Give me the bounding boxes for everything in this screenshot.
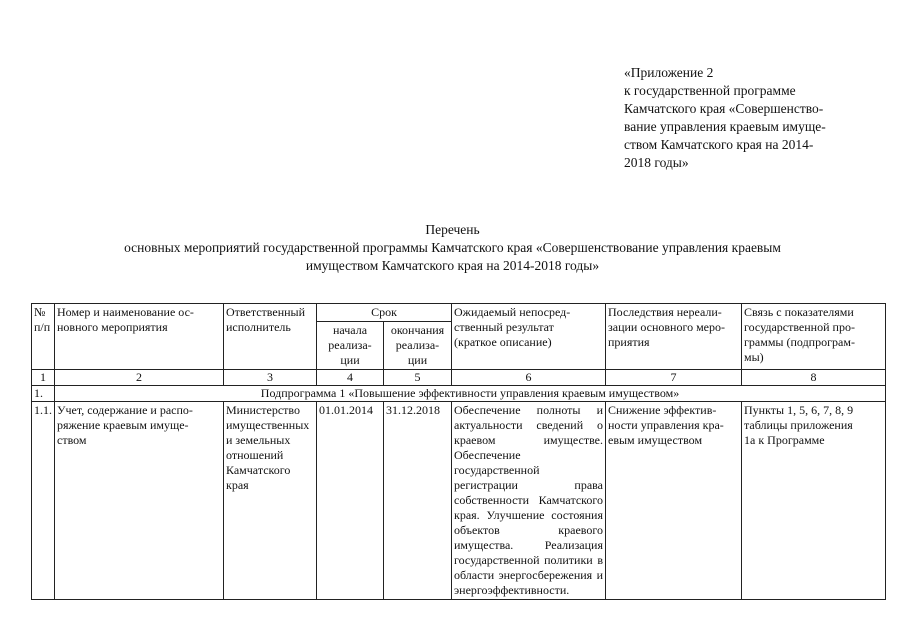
document-subtitle-line: основных мероприятий государственной программы Камчатского края «Совершенствование управления краевым	[124, 240, 781, 255]
row-consequences: Снижение эффектив- ности управления кра- евым имуществом	[606, 402, 742, 600]
column-number: 5	[384, 370, 452, 386]
header-term: Срок	[317, 304, 452, 322]
header-consequences: Последствия нереали- зации основного меро- приятия	[606, 304, 742, 370]
header-number: № п/п	[32, 304, 55, 370]
row-start-date: 01.01.2014	[317, 402, 384, 600]
column-numbers-row	[32, 370, 886, 386]
header-executor: Ответственный исполнитель	[224, 304, 317, 370]
appendix-line: 2018 годы»	[624, 155, 689, 170]
subprogram-number: 1.	[32, 386, 55, 402]
row-indicator-link: Пункты 1, 5, 6, 7, 8, 9 таблицы приложения 1а к Программе	[742, 402, 886, 600]
row-expected-result: Обеспечение полноты и актуальности сведений о краевом имуществе. Обеспечение государственной регистрации права собственности Камчатского края. Улучшение состояния объектов краевого имущества. Реализация государственной политики в области энергосбережения и энергоэффективности.	[452, 402, 606, 600]
header-expected-result: Ожидаемый непосред- ственный результат (краткое описание)	[452, 304, 606, 370]
row-number: 1.1.	[32, 402, 55, 600]
activities-table	[31, 303, 886, 600]
document-subtitle-line: имуществом Камчатского края на 2014-2018 годы»	[305, 258, 600, 273]
document-heading	[0, 221, 905, 275]
table-header-row	[32, 304, 886, 322]
header-start: начала реализа- ции	[317, 322, 384, 370]
column-number: 2	[55, 370, 224, 386]
row-executor: Министерство имущественных и земельных отношений Камчатского края	[224, 402, 317, 600]
column-number: 1	[32, 370, 55, 386]
column-number: 7	[606, 370, 742, 386]
document-title: Перечень	[425, 222, 480, 237]
header-activity-name: Номер и наименование ос- новного мероприятия	[55, 304, 224, 370]
column-number: 8	[742, 370, 886, 386]
appendix-line: «Приложение 2	[624, 65, 714, 80]
subprogram-row	[32, 386, 886, 402]
appendix-line: ством Камчатского края на 2014-	[624, 137, 814, 152]
appendix-line: вание управления краевым имуще-	[624, 119, 826, 134]
table-row	[32, 402, 886, 600]
row-activity-name: Учет, содержание и распо- ряжение краевым имуще- ством	[55, 402, 224, 600]
appendix-note	[624, 64, 864, 172]
appendix-line: Камчатского края «Совершенство-	[624, 101, 824, 116]
column-number: 3	[224, 370, 317, 386]
subprogram-title: Подпрограмма 1 «Повышение эффективности управления краевым имуществом»	[55, 386, 886, 402]
column-number: 4	[317, 370, 384, 386]
appendix-line: к государственной программе	[624, 83, 796, 98]
header-indicator-link: Связь с показателями государственной про- граммы (подпрограм- мы)	[742, 304, 886, 370]
column-number: 6	[452, 370, 606, 386]
header-end: окончания реализа- ции	[384, 322, 452, 370]
row-end-date: 31.12.2018	[384, 402, 452, 600]
